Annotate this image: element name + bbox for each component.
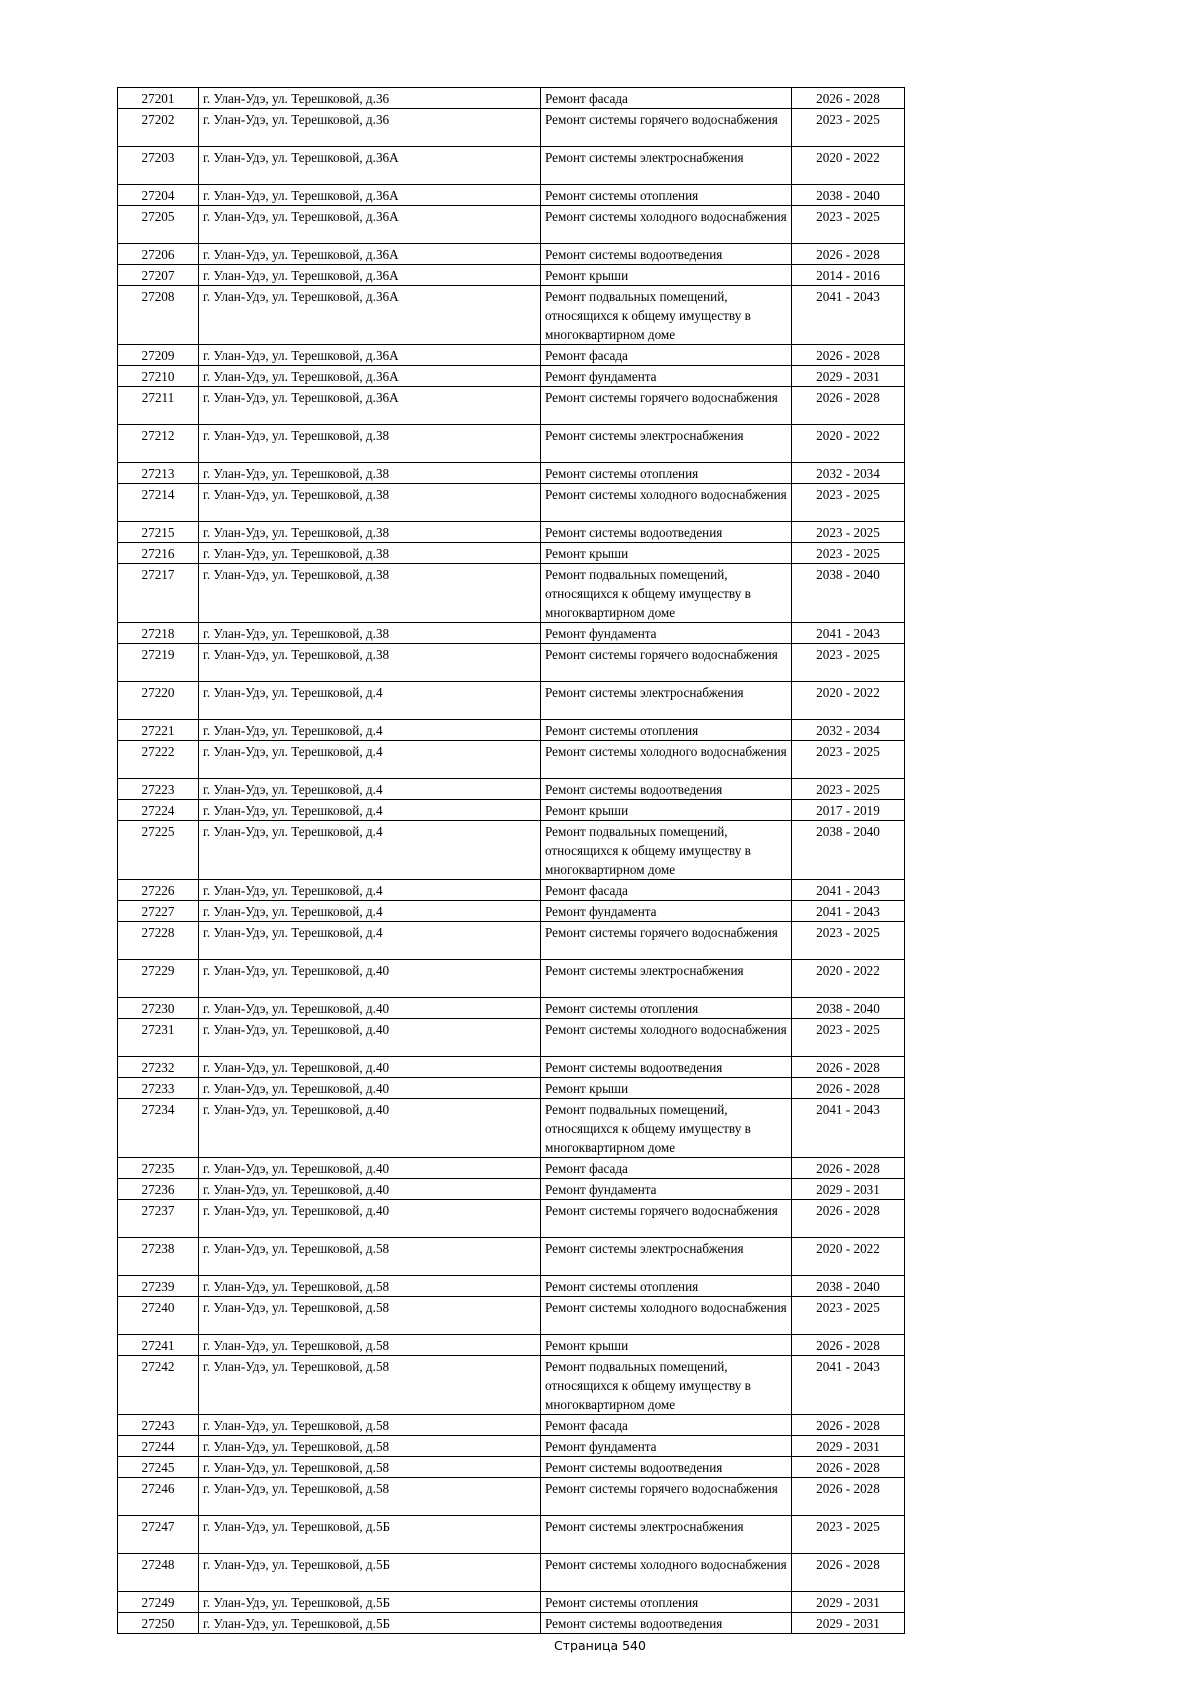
- row-number-cell: 27212: [118, 425, 199, 463]
- period-cell: 2038 - 2040: [792, 564, 905, 623]
- work-type-cell: Ремонт подвальных помещений, относящихся к общему имуществу в многоквартирном доме: [541, 821, 792, 880]
- period-cell: 2020 - 2022: [792, 960, 905, 998]
- address-cell: г. Улан-Удэ, ул. Терешковой, д.36А: [199, 244, 541, 265]
- table-row: [118, 1478, 905, 1516]
- work-type-cell: Ремонт фундамента: [541, 1179, 792, 1200]
- table-row: [118, 1436, 905, 1457]
- table-row: [118, 109, 905, 147]
- work-type-cell: Ремонт фундамента: [541, 366, 792, 387]
- row-number-cell: 27228: [118, 922, 199, 960]
- address-cell: г. Улан-Удэ, ул. Терешковой, д.4: [199, 720, 541, 741]
- address-cell: г. Улан-Удэ, ул. Терешковой, д.36А: [199, 206, 541, 244]
- address-cell: г. Улан-Удэ, ул. Терешковой, д.40: [199, 1019, 541, 1057]
- table-row: [118, 880, 905, 901]
- period-cell: 2026 - 2028: [792, 1057, 905, 1078]
- period-cell: 2032 - 2034: [792, 720, 905, 741]
- period-cell: 2023 - 2025: [792, 109, 905, 147]
- period-cell: 2041 - 2043: [792, 623, 905, 644]
- table-row: [118, 1158, 905, 1179]
- period-cell: 2029 - 2031: [792, 1436, 905, 1457]
- period-cell: 2038 - 2040: [792, 1276, 905, 1297]
- table-row: [118, 821, 905, 880]
- address-cell: г. Улан-Удэ, ул. Терешковой, д.4: [199, 880, 541, 901]
- address-cell: г. Улан-Удэ, ул. Терешковой, д.58: [199, 1356, 541, 1415]
- row-number-cell: 27248: [118, 1554, 199, 1592]
- work-type-cell: Ремонт системы водоотведения: [541, 1613, 792, 1634]
- table-row: [118, 564, 905, 623]
- work-type-cell: Ремонт системы электроснабжения: [541, 147, 792, 185]
- period-cell: 2023 - 2025: [792, 206, 905, 244]
- table-row: [118, 387, 905, 425]
- address-cell: г. Улан-Удэ, ул. Терешковой, д.38: [199, 644, 541, 682]
- row-number-cell: 27211: [118, 387, 199, 425]
- address-cell: г. Улан-Удэ, ул. Терешковой, д.4: [199, 800, 541, 821]
- address-cell: г. Улан-Удэ, ул. Терешковой, д.4: [199, 741, 541, 779]
- work-type-cell: Ремонт системы электроснабжения: [541, 1516, 792, 1554]
- table-row: [118, 366, 905, 387]
- work-type-cell: Ремонт системы холодного водоснабжения: [541, 1019, 792, 1057]
- row-number-cell: 27220: [118, 682, 199, 720]
- work-type-cell: Ремонт системы горячего водоснабжения: [541, 387, 792, 425]
- row-number-cell: 27240: [118, 1297, 199, 1335]
- row-number-cell: 27237: [118, 1200, 199, 1238]
- table-row: [118, 1078, 905, 1099]
- work-type-cell: Ремонт системы отопления: [541, 185, 792, 206]
- table-row: [118, 1200, 905, 1238]
- table-row: [118, 185, 905, 206]
- work-type-cell: Ремонт подвальных помещений, относящихся к общему имуществу в многоквартирном доме: [541, 1356, 792, 1415]
- work-type-cell: Ремонт крыши: [541, 265, 792, 286]
- table-row: [118, 1238, 905, 1276]
- address-cell: г. Улан-Удэ, ул. Терешковой, д.36: [199, 109, 541, 147]
- period-cell: 2026 - 2028: [792, 1554, 905, 1592]
- row-number-cell: 27236: [118, 1179, 199, 1200]
- address-cell: г. Улан-Удэ, ул. Терешковой, д.36А: [199, 147, 541, 185]
- row-number-cell: 27235: [118, 1158, 199, 1179]
- table-row: [118, 1179, 905, 1200]
- row-number-cell: 27204: [118, 185, 199, 206]
- row-number-cell: 27243: [118, 1415, 199, 1436]
- row-number-cell: 27234: [118, 1099, 199, 1158]
- period-cell: 2038 - 2040: [792, 185, 905, 206]
- address-cell: г. Улан-Удэ, ул. Терешковой, д.36А: [199, 185, 541, 206]
- period-cell: 2023 - 2025: [792, 522, 905, 543]
- row-number-cell: 27207: [118, 265, 199, 286]
- address-cell: г. Улан-Удэ, ул. Терешковой, д.38: [199, 564, 541, 623]
- table-row: [118, 1276, 905, 1297]
- table-row: [118, 1457, 905, 1478]
- table-row: [118, 265, 905, 286]
- address-cell: г. Улан-Удэ, ул. Терешковой, д.40: [199, 1158, 541, 1179]
- row-number-cell: 27216: [118, 543, 199, 564]
- repair-schedule-table: [117, 87, 905, 1634]
- row-number-cell: 27227: [118, 901, 199, 922]
- address-cell: г. Улан-Удэ, ул. Терешковой, д.4: [199, 922, 541, 960]
- row-number-cell: 27215: [118, 522, 199, 543]
- row-number-cell: 27221: [118, 720, 199, 741]
- period-cell: 2038 - 2040: [792, 821, 905, 880]
- period-cell: 2023 - 2025: [792, 1019, 905, 1057]
- work-type-cell: Ремонт системы холодного водоснабжения: [541, 484, 792, 522]
- period-cell: 2026 - 2028: [792, 1457, 905, 1478]
- table-row: [118, 1592, 905, 1613]
- work-type-cell: Ремонт системы отопления: [541, 463, 792, 484]
- table-row: [118, 779, 905, 800]
- period-cell: 2026 - 2028: [792, 1078, 905, 1099]
- period-cell: 2023 - 2025: [792, 779, 905, 800]
- row-number-cell: 27241: [118, 1335, 199, 1356]
- address-cell: г. Улан-Удэ, ул. Терешковой, д.4: [199, 779, 541, 800]
- table-row: [118, 901, 905, 922]
- address-cell: г. Улан-Удэ, ул. Терешковой, д.38: [199, 484, 541, 522]
- table-row: [118, 623, 905, 644]
- period-cell: 2023 - 2025: [792, 1516, 905, 1554]
- table-row: [118, 425, 905, 463]
- work-type-cell: Ремонт системы водоотведения: [541, 522, 792, 543]
- table-row: [118, 244, 905, 265]
- work-type-cell: Ремонт системы горячего водоснабжения: [541, 1478, 792, 1516]
- table-row: [118, 682, 905, 720]
- address-cell: г. Улан-Удэ, ул. Терешковой, д.38: [199, 463, 541, 484]
- row-number-cell: 27229: [118, 960, 199, 998]
- table-row: [118, 1057, 905, 1078]
- address-cell: г. Улан-Удэ, ул. Терешковой, д.36А: [199, 265, 541, 286]
- row-number-cell: 27214: [118, 484, 199, 522]
- period-cell: 2023 - 2025: [792, 543, 905, 564]
- period-cell: 2026 - 2028: [792, 387, 905, 425]
- address-cell: г. Улан-Удэ, ул. Терешковой, д.4: [199, 901, 541, 922]
- address-cell: г. Улан-Удэ, ул. Терешковой, д.58: [199, 1276, 541, 1297]
- table-row: [118, 741, 905, 779]
- row-number-cell: 27226: [118, 880, 199, 901]
- address-cell: г. Улан-Удэ, ул. Терешковой, д.58: [199, 1297, 541, 1335]
- period-cell: 2041 - 2043: [792, 286, 905, 345]
- address-cell: г. Улан-Удэ, ул. Терешковой, д.4: [199, 821, 541, 880]
- work-type-cell: Ремонт системы горячего водоснабжения: [541, 1200, 792, 1238]
- row-number-cell: 27208: [118, 286, 199, 345]
- work-type-cell: Ремонт фасада: [541, 88, 792, 109]
- row-number-cell: 27238: [118, 1238, 199, 1276]
- work-type-cell: Ремонт фасада: [541, 880, 792, 901]
- period-cell: 2038 - 2040: [792, 998, 905, 1019]
- address-cell: г. Улан-Удэ, ул. Терешковой, д.40: [199, 960, 541, 998]
- row-number-cell: 27203: [118, 147, 199, 185]
- row-number-cell: 27225: [118, 821, 199, 880]
- address-cell: г. Улан-Удэ, ул. Терешковой, д.40: [199, 998, 541, 1019]
- period-cell: 2041 - 2043: [792, 1099, 905, 1158]
- row-number-cell: 27230: [118, 998, 199, 1019]
- address-cell: г. Улан-Удэ, ул. Терешковой, д.58: [199, 1415, 541, 1436]
- work-type-cell: Ремонт подвальных помещений, относящихся к общему имуществу в многоквартирном доме: [541, 286, 792, 345]
- work-type-cell: Ремонт фундамента: [541, 623, 792, 644]
- row-number-cell: 27244: [118, 1436, 199, 1457]
- address-cell: г. Улан-Удэ, ул. Терешковой, д.38: [199, 623, 541, 644]
- address-cell: г. Улан-Удэ, ул. Терешковой, д.36: [199, 88, 541, 109]
- table-row: [118, 1356, 905, 1415]
- work-type-cell: Ремонт фасада: [541, 1158, 792, 1179]
- period-cell: 2023 - 2025: [792, 1297, 905, 1335]
- address-cell: г. Улан-Удэ, ул. Терешковой, д.36А: [199, 286, 541, 345]
- table-row: [118, 1554, 905, 1592]
- address-cell: г. Улан-Удэ, ул. Терешковой, д.5Б: [199, 1516, 541, 1554]
- work-type-cell: Ремонт подвальных помещений, относящихся к общему имуществу в многоквартирном доме: [541, 1099, 792, 1158]
- work-type-cell: Ремонт крыши: [541, 800, 792, 821]
- row-number-cell: 27206: [118, 244, 199, 265]
- row-number-cell: 27202: [118, 109, 199, 147]
- work-type-cell: Ремонт фундамента: [541, 1436, 792, 1457]
- work-type-cell: Ремонт системы водоотведения: [541, 244, 792, 265]
- address-cell: г. Улан-Удэ, ул. Терешковой, д.40: [199, 1179, 541, 1200]
- table-row: [118, 147, 905, 185]
- table-row: [118, 1613, 905, 1634]
- work-type-cell: Ремонт системы электроснабжения: [541, 1238, 792, 1276]
- row-number-cell: 27249: [118, 1592, 199, 1613]
- row-number-cell: 27201: [118, 88, 199, 109]
- period-cell: 2041 - 2043: [792, 1356, 905, 1415]
- address-cell: г. Улан-Удэ, ул. Терешковой, д.36А: [199, 366, 541, 387]
- work-type-cell: Ремонт системы отопления: [541, 720, 792, 741]
- row-number-cell: 27213: [118, 463, 199, 484]
- address-cell: г. Улан-Удэ, ул. Терешковой, д.40: [199, 1057, 541, 1078]
- address-cell: г. Улан-Удэ, ул. Терешковой, д.58: [199, 1436, 541, 1457]
- period-cell: 2017 - 2019: [792, 800, 905, 821]
- work-type-cell: Ремонт системы отопления: [541, 1276, 792, 1297]
- address-cell: г. Улан-Удэ, ул. Терешковой, д.40: [199, 1078, 541, 1099]
- period-cell: 2026 - 2028: [792, 1158, 905, 1179]
- work-type-cell: Ремонт системы водоотведения: [541, 1457, 792, 1478]
- address-cell: г. Улан-Удэ, ул. Терешковой, д.38: [199, 543, 541, 564]
- work-type-cell: Ремонт подвальных помещений, относящихся к общему имуществу в многоквартирном доме: [541, 564, 792, 623]
- work-type-cell: Ремонт системы горячего водоснабжения: [541, 922, 792, 960]
- address-cell: г. Улан-Удэ, ул. Терешковой, д.40: [199, 1200, 541, 1238]
- period-cell: 2014 - 2016: [792, 265, 905, 286]
- table-row: [118, 1019, 905, 1057]
- row-number-cell: 27232: [118, 1057, 199, 1078]
- work-type-cell: Ремонт крыши: [541, 1078, 792, 1099]
- page-number-label: Страница 540: [554, 1638, 646, 1653]
- address-cell: г. Улан-Удэ, ул. Терешковой, д.5Б: [199, 1613, 541, 1634]
- work-type-cell: Ремонт системы горячего водоснабжения: [541, 109, 792, 147]
- table-row: [118, 998, 905, 1019]
- table-row: [118, 1335, 905, 1356]
- table-row: [118, 800, 905, 821]
- address-cell: г. Улан-Удэ, ул. Терешковой, д.38: [199, 425, 541, 463]
- address-cell: г. Улан-Удэ, ул. Терешковой, д.5Б: [199, 1554, 541, 1592]
- address-cell: г. Улан-Удэ, ул. Терешковой, д.58: [199, 1238, 541, 1276]
- table-row: [118, 1516, 905, 1554]
- work-type-cell: Ремонт системы холодного водоснабжения: [541, 206, 792, 244]
- row-number-cell: 27239: [118, 1276, 199, 1297]
- period-cell: 2026 - 2028: [792, 88, 905, 109]
- work-type-cell: Ремонт крыши: [541, 543, 792, 564]
- work-type-cell: Ремонт системы отопления: [541, 1592, 792, 1613]
- row-number-cell: 27217: [118, 564, 199, 623]
- table-row: [118, 1099, 905, 1158]
- row-number-cell: 27219: [118, 644, 199, 682]
- table-row: [118, 644, 905, 682]
- address-cell: г. Улан-Удэ, ул. Терешковой, д.40: [199, 1099, 541, 1158]
- table-row: [118, 522, 905, 543]
- period-cell: 2029 - 2031: [792, 366, 905, 387]
- period-cell: 2023 - 2025: [792, 741, 905, 779]
- table-row: [118, 88, 905, 109]
- period-cell: 2023 - 2025: [792, 484, 905, 522]
- row-number-cell: 27242: [118, 1356, 199, 1415]
- page-footer: [0, 1638, 1200, 1653]
- work-type-cell: Ремонт системы отопления: [541, 998, 792, 1019]
- table-row: [118, 543, 905, 564]
- period-cell: 2023 - 2025: [792, 922, 905, 960]
- work-type-cell: Ремонт системы холодного водоснабжения: [541, 1297, 792, 1335]
- row-number-cell: 27245: [118, 1457, 199, 1478]
- work-type-cell: Ремонт системы электроснабжения: [541, 425, 792, 463]
- table-row: [118, 960, 905, 998]
- period-cell: 2041 - 2043: [792, 880, 905, 901]
- address-cell: г. Улан-Удэ, ул. Терешковой, д.36А: [199, 387, 541, 425]
- address-cell: г. Улан-Удэ, ул. Терешковой, д.36А: [199, 345, 541, 366]
- period-cell: 2020 - 2022: [792, 1238, 905, 1276]
- period-cell: 2029 - 2031: [792, 1592, 905, 1613]
- row-number-cell: 27223: [118, 779, 199, 800]
- address-cell: г. Улан-Удэ, ул. Терешковой, д.38: [199, 522, 541, 543]
- row-number-cell: 27210: [118, 366, 199, 387]
- period-cell: 2020 - 2022: [792, 425, 905, 463]
- period-cell: 2023 - 2025: [792, 644, 905, 682]
- period-cell: 2026 - 2028: [792, 244, 905, 265]
- table-row: [118, 1297, 905, 1335]
- row-number-cell: 27231: [118, 1019, 199, 1057]
- row-number-cell: 27233: [118, 1078, 199, 1099]
- address-cell: г. Улан-Удэ, ул. Терешковой, д.58: [199, 1457, 541, 1478]
- address-cell: г. Улан-Удэ, ул. Терешковой, д.58: [199, 1478, 541, 1516]
- period-cell: 2026 - 2028: [792, 1335, 905, 1356]
- table-row: [118, 206, 905, 244]
- address-cell: г. Улан-Удэ, ул. Терешковой, д.5Б: [199, 1592, 541, 1613]
- row-number-cell: 27209: [118, 345, 199, 366]
- table-row: [118, 286, 905, 345]
- table-row: [118, 720, 905, 741]
- work-type-cell: Ремонт фасада: [541, 1415, 792, 1436]
- row-number-cell: 27224: [118, 800, 199, 821]
- row-number-cell: 27246: [118, 1478, 199, 1516]
- period-cell: 2032 - 2034: [792, 463, 905, 484]
- period-cell: 2029 - 2031: [792, 1179, 905, 1200]
- period-cell: 2029 - 2031: [792, 1613, 905, 1634]
- period-cell: 2020 - 2022: [792, 682, 905, 720]
- table-row: [118, 484, 905, 522]
- period-cell: 2026 - 2028: [792, 1200, 905, 1238]
- table-row: [118, 1415, 905, 1436]
- work-type-cell: Ремонт системы электроснабжения: [541, 960, 792, 998]
- period-cell: 2026 - 2028: [792, 345, 905, 366]
- address-cell: г. Улан-Удэ, ул. Терешковой, д.4: [199, 682, 541, 720]
- work-type-cell: Ремонт системы холодного водоснабжения: [541, 741, 792, 779]
- work-type-cell: Ремонт системы водоотведения: [541, 1057, 792, 1078]
- work-type-cell: Ремонт системы электроснабжения: [541, 682, 792, 720]
- address-cell: г. Улан-Удэ, ул. Терешковой, д.58: [199, 1335, 541, 1356]
- period-cell: 2041 - 2043: [792, 901, 905, 922]
- period-cell: 2020 - 2022: [792, 147, 905, 185]
- work-type-cell: Ремонт системы холодного водоснабжения: [541, 1554, 792, 1592]
- table-row: [118, 922, 905, 960]
- work-type-cell: Ремонт фундамента: [541, 901, 792, 922]
- period-cell: 2026 - 2028: [792, 1478, 905, 1516]
- work-type-cell: Ремонт системы горячего водоснабжения: [541, 644, 792, 682]
- row-number-cell: 27247: [118, 1516, 199, 1554]
- row-number-cell: 27222: [118, 741, 199, 779]
- row-number-cell: 27218: [118, 623, 199, 644]
- period-cell: 2026 - 2028: [792, 1415, 905, 1436]
- row-number-cell: 27205: [118, 206, 199, 244]
- table-row: [118, 463, 905, 484]
- row-number-cell: 27250: [118, 1613, 199, 1634]
- work-type-cell: Ремонт фасада: [541, 345, 792, 366]
- work-type-cell: Ремонт системы водоотведения: [541, 779, 792, 800]
- table-row: [118, 345, 905, 366]
- work-type-cell: Ремонт крыши: [541, 1335, 792, 1356]
- table-body: [118, 88, 905, 1634]
